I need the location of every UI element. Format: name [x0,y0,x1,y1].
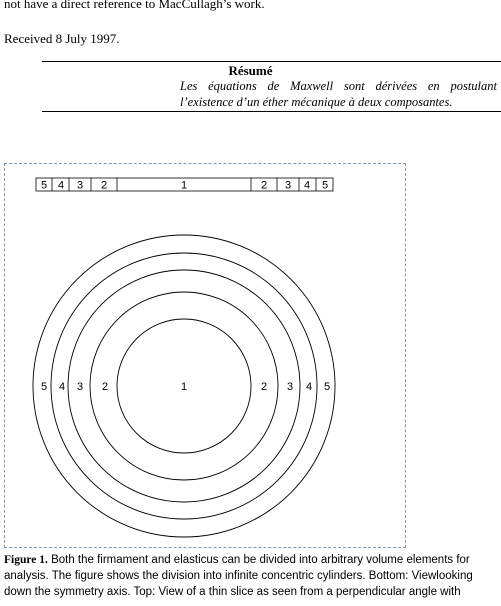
strip-label: 3 [284,179,292,192]
resume-title: Résumé [228,63,273,78]
strip-label: 3 [76,179,84,192]
strip-label: 5 [40,179,48,192]
received-date: Received 8 July 1997. [4,31,120,46]
strip-label: 1 [180,179,188,192]
ring-label: 2 [101,381,109,393]
ring-label: 4 [58,381,66,393]
strip-label: 2 [260,179,268,192]
figure-caption-line-3: down the symmetry axis. Top: View of a thin slice as seen from a perpendicular angle with [4,586,461,598]
resume-bottom-rule [42,111,501,112]
figure-caption-label: Figure 1. [4,554,48,566]
ring-label: 1 [180,381,188,393]
concentric-cylinders [33,235,335,537]
ring-label: 5 [323,381,331,393]
slice-strip [36,178,333,192]
intro-text: not have a direct reference to MacCullagh’s work. [4,0,265,11]
figure-caption-line-2: analysis. The figure shows the division into infinite concentric cylinders. Bottom: Viewlooking [4,570,473,582]
figure-caption-line-1 [4,554,501,566]
figure-frame [4,163,406,548]
ring-label: 3 [76,381,84,393]
figure-diagram [5,164,405,547]
figure-caption-text-1: Both the firmament and elasticus can be divided into arbitrary volume elements for [47,554,470,566]
ring-label: 4 [305,381,313,393]
ring-label: 5 [40,381,48,393]
strip-label: 4 [303,179,311,192]
strip-label: 4 [57,179,65,192]
strip-label: 5 [321,179,329,192]
strip-label: 2 [100,179,108,192]
resume-line-1: Les équations de Maxwell sont dérivées en postulant [180,79,497,93]
resume-top-rule [42,61,501,62]
ring-label: 2 [260,381,268,393]
ring-label: 3 [286,381,294,393]
resume-line-2: l’existence d’un éther mécanique à deux composantes. [180,95,453,109]
